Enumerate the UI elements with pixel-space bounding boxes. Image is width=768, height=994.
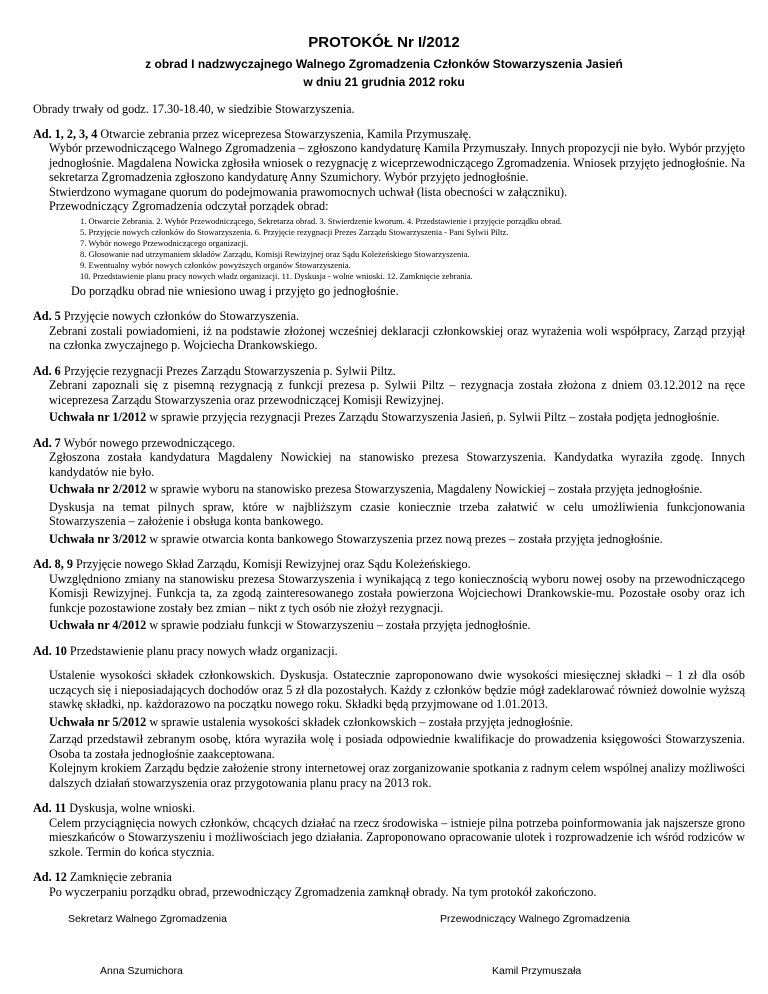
section-label: Ad. 7 [33, 435, 61, 450]
resolution-label: Uchwała nr 3/2012 [49, 531, 147, 546]
section-ad-8-9 [33, 557, 745, 633]
resolution-text: w sprawie ustalenia wysokości składek członkowskich – została przyjęta jednogłośnie. [149, 714, 574, 729]
resolution [33, 618, 745, 633]
section-ad-11 [33, 801, 745, 859]
agenda-line: 1. Otwarcie Zebrania. 2. Wybór Przewodniczącego, Sekretarza obrad. 3. Stwierdzenie kworum. 4. Przedstawienie i przyjęcie porządku obrad. [80, 215, 562, 226]
section-text: Po wyczerpaniu porządku obrad, przewodniczący Zgromadzenia zamknął obrady. Na tym protokół zakończono. [49, 884, 597, 899]
section-text: Do porządku obrad nie wniesiono uwag i przyjęto go jednogłośnie. [71, 283, 399, 298]
section-ad-10 [33, 644, 745, 791]
section-text: Uwzględniono zmiany na stanowisku prezesa Stowarzyszenia i wynikającą z tego koniecznością wyboru nowej osoby na przewodniczącego Komisji Rewizyjnej. Funkcja ta, za zgodą zainteresowanego została powierzona Wojciechowi Drankowskie-mu. Pozostałe osoby oraz ich funkcje pozostawione zostały bez zmian – nikt z tych osób nie złożył rezygnacji. [49, 571, 745, 615]
resolution [33, 410, 745, 425]
agenda-line: 5. Przyjęcie nowych członków do Stowarzyszenia. 6. Przyjęcie rezygnacji Prezes Zarządu Stowarzyszenia - Pani Sylwii Piltz. [80, 226, 509, 237]
section-ad-12 [33, 870, 745, 899]
resolution-text: w sprawie podziału funkcji w Stowarzyszeniu – została przyjęta jednogłośnie. [149, 618, 531, 632]
section-heading: Przyjęcie nowego Skład Zarządu, Komisji Rewizyjnej oraz Sądu Koleżeńskiego. [76, 557, 471, 571]
agenda-line: 8. Głosowanie nad utrzymaniem składów Zarządu, Komisji Rewizyjnej oraz Sądu Koleżeńskiego Stowarzyszenia. [80, 248, 470, 259]
section-text: Przewodniczący Zgromadzenia odczytał porządek obrad: [49, 199, 329, 213]
section-label: Ad. 5 [33, 309, 61, 323]
document-date: w dniu 21 grudnia 2012 roku [303, 75, 465, 89]
section-label: Ad. 12 [33, 870, 67, 884]
section-heading: Przyjęcie rezygnacji Prezes Zarządu Stowarzyszenia p. Sylwii Piltz. [63, 363, 396, 378]
signature-right-name: Kamil Przymuszała [492, 965, 582, 977]
resolution-label: Uchwała nr 4/2012 [49, 618, 147, 632]
resolution-label: Uchwała nr 2/2012 [49, 482, 147, 496]
resolution [33, 532, 745, 547]
agenda-line: 9. Ewentualny wybór nowych członków powyższych organów Stowarzyszenia. [80, 259, 351, 270]
resolution [33, 482, 745, 497]
section-heading: Zamknięcie zebrania [69, 870, 172, 884]
section-label: Ad. 11 [33, 801, 67, 815]
resolution-label: Uchwała nr 5/2012 [49, 714, 147, 729]
resolution [33, 715, 745, 730]
section-label: Ad. 6 [33, 363, 61, 378]
agenda-line: 7. Wybór nowego Przewodniczącego organizacji. [80, 237, 249, 248]
section-heading: Wybór nowego przewodniczącego. [63, 435, 236, 450]
agenda-list [33, 216, 745, 282]
section-text: Wybór przewodniczącego Walnego Zgromadzenia – zgłoszono kandydaturę Kamila Przymuszały. Innych propozycji nie było. Wybór przyjęto jednogłośnie. Magdalena Nowicka zgłosiła wniosek o rezygnację z wiceprzewodniczącego Zgromadzenia. Wniosek przyjęto jednogłośnie. Na sekretarza Zgromadzenia zgłoszono kandydaturę Anny Szumichory. Wybór przyjęto jednogłośnie. [49, 141, 745, 184]
resolution-text: w sprawie otwarcia konta bankowego Stowarzyszenia przez nową prezes – została przyjęta jednogłośnie. [149, 531, 663, 546]
section-text: Celem przyciągnięcia nowych członków, chcących działać na rzecz środowiska – istnieje pilna potrzeba poinformowania jak najszersze grono mieszkańców o Stowarzyszeniu i możliwościach jego działania. Zaproponowano opracowanie ulotek i rozprowadzenie ich wśród rodziców w szkole. Termin do końca stycznia. [49, 815, 745, 859]
section-heading: Przedstawienie planu pracy nowych władz organizacji. [69, 643, 338, 658]
section-label: Ad. 1, 2, 3, 4 [33, 126, 98, 141]
section-ad-7 [33, 436, 745, 547]
document-body [33, 102, 745, 910]
section-ad-6 [33, 364, 745, 425]
section-ad-5 [33, 309, 745, 353]
section-text: Stwierdzono wymagane quorum do podejmowania prawomocnych uchwał (lista obecności w załączniku). [49, 184, 568, 199]
section-text: Zarząd przedstawił zebranym osobę, która wyraziła wolę i posiada odpowiednie kwalifikacje do prowadzenia księgowości Stowarzyszenia. Osoba ta została jednogłośnie zaakceptowana. [49, 732, 745, 761]
document-title: PROTOKÓŁ Nr I/2012 [308, 34, 460, 51]
section-heading: Otwarcie zebrania przez wiceprezesa Stowarzyszenia, Kamila Przymuszałę. [100, 126, 472, 141]
intro-text: Obrady trwały od godz. 17.30-18.40, w siedzibie Stowarzyszenia. [33, 102, 355, 116]
section-text: Dyskusja na temat pilnych spraw, które w najbliższym czasie koniecznie trzeba załatwić w celu umożliwienia funkcjonowania Stowarzyszenia – założenie i obsługa konta bankowego. [49, 499, 745, 528]
resolution-text: w sprawie przyjęcia rezygnacji Prezes Zarządu Stowarzyszenia Jasień, p. Sylwii Piltz – została podjęta jednogłośnie. [149, 410, 720, 424]
section-text: Zebrani zapoznali się z pisemną rezygnacją z funkcji prezesa p. Sylwii Piltz – rezygnacja została złożona z dniem 03.12.2012 na ręce wiceprezesa Zarządu Stowarzyszenia oraz przewodniczącej Komisji Rewizyjnej. [49, 378, 745, 407]
section-text: Kolejnym krokiem Zarządu będzie założenie strony internetowej oraz zorganizowanie spotkania z radnym celem wspólnej analizy możliwości dalszych działań stowarzyszenia oraz przygotowania planu pracy na 2013 rok. [49, 761, 745, 790]
section-ad-1-4 [33, 127, 745, 299]
resolution-text: w sprawie wyboru na stanowisko prezesa Stowarzyszenia, Magdaleny Nowickiej – została przyjęta jednogłośnie. [149, 482, 703, 496]
agenda-line: 10. Przedstawienie planu pracy nowych władz organizacji. 11. Dyskusja - wolne wnioski. 12. Zamknięcie zebrania. [80, 270, 473, 281]
signature-left-role: Sekretarz Walnego Zgromadzenia [68, 913, 227, 925]
document-subtitle: z obrad I nadzwyczajnego Walnego Zgromadzenia Członków Stowarzyszenia Jasień [145, 57, 623, 71]
section-heading: Przyjęcie nowych członków do Stowarzyszenia. [63, 309, 300, 323]
section-text: Zebrani zostali powiadomieni, iż na podstawie złożonej wcześniej deklaracji członkowskiej oraz wyrażenia woli współpracy, Zarząd przyjął na członka zwyczajnego p. Wojciecha Drankowskiego. [49, 323, 745, 352]
resolution-label: Uchwała nr 1/2012 [49, 410, 147, 424]
section-heading: Dyskusja, wolne wnioski. [69, 801, 196, 815]
section-label: Ad. 10 [33, 643, 67, 658]
section-text: Zgłoszona została kandydatura Magdaleny Nowickiej na stanowisko prezesa Stowarzyszenia. Kandydatka wyraziła zgodę. Innych kandydatów nie było. [49, 450, 745, 479]
signature-left-name: Anna Szumichora [100, 965, 183, 977]
signature-right-role: Przewodniczący Walnego Zgromadzenia [440, 913, 630, 925]
section-label: Ad. 8, 9 [33, 557, 73, 571]
section-text: Ustalenie wysokości składek członkowskich. Dyskusja. Ostatecznie zaproponowano dwie wysokości miesięcznej składki – 1 zł dla osób uczących się i nieposiadających dochodów oraz 5 zł dla pozostałych. Każdy z członków będzie mógł zadeklarować również dowolnie wyższą stawkę składki, np. każdorazowo na początku nowego roku. Składki będą przyjmowane od 1.01.2013. [49, 668, 745, 711]
